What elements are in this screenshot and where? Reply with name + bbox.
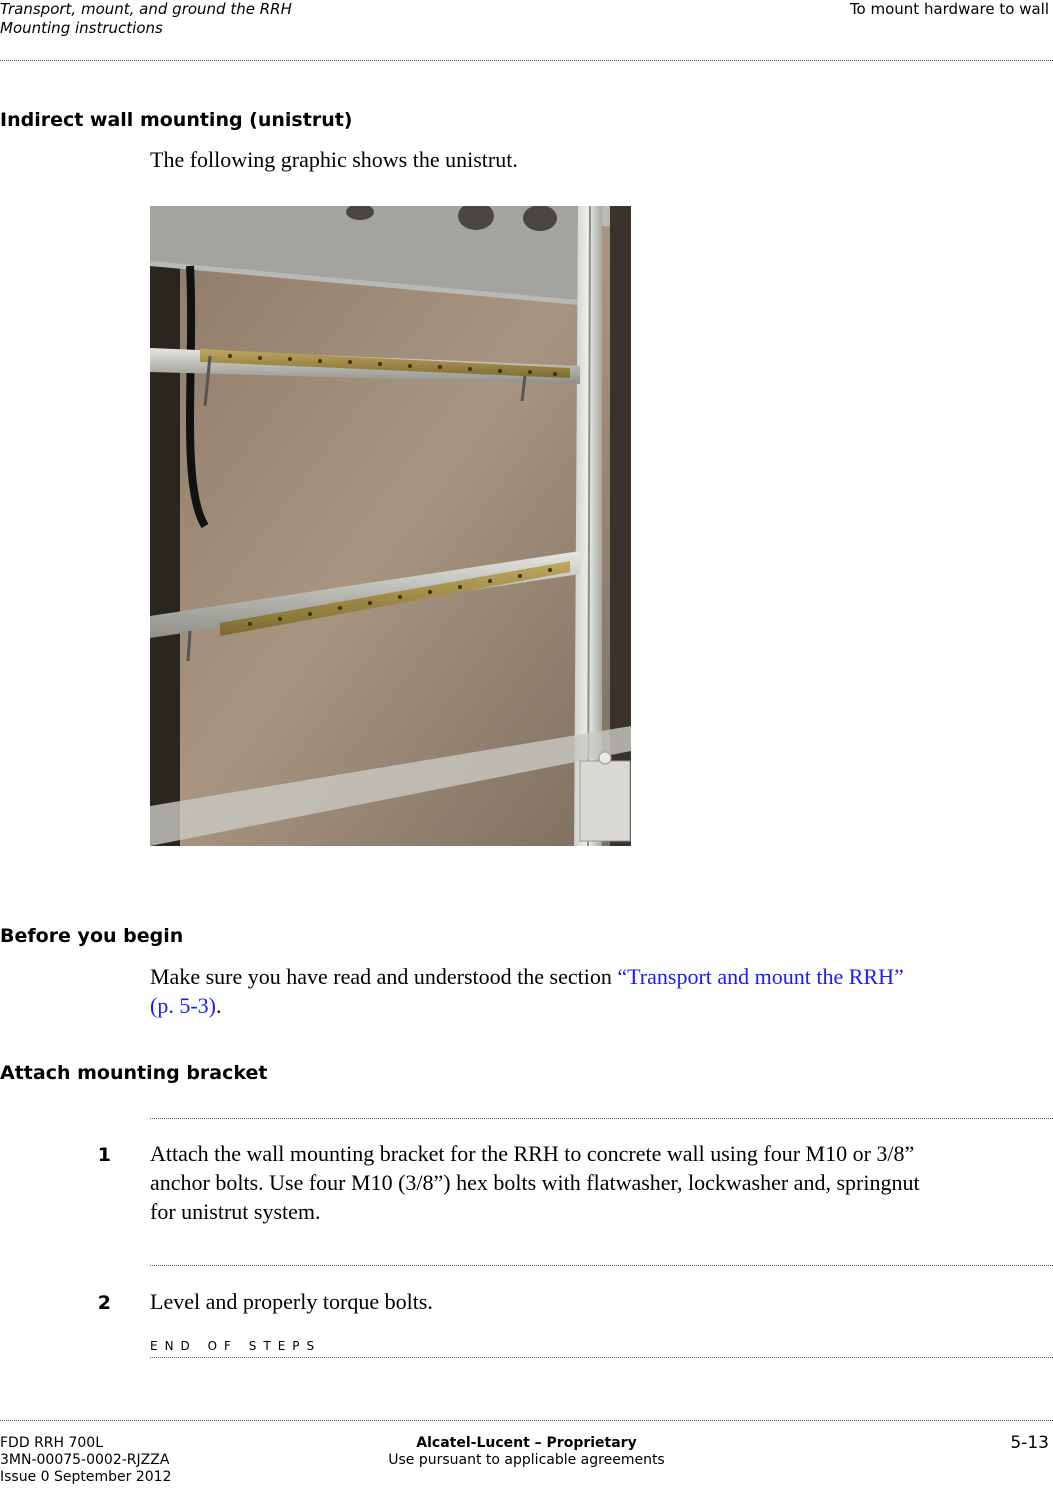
prerequisite-text: Make sure you have read and understood the section <box>150 964 618 989</box>
cross-reference-link-page[interactable]: (p. 5-3) <box>150 993 216 1018</box>
intro-paragraph: The following graphic shows the unistrut. <box>150 147 518 172</box>
header-chapter-title: Transport, mount, and ground the RRH <box>0 0 292 18</box>
step-text-line: anchor bolts. Use four M10 (3/8”) hex bolts with flatwasher, lockwasher and, springnut <box>150 1170 920 1195</box>
step-text: Level and properly torque bolts. <box>150 1289 433 1314</box>
section-heading-before-you-begin: Before you begin <box>0 925 184 947</box>
unistrut-photo <box>150 206 631 846</box>
footer-issue: Issue 0 September 2012 <box>0 1469 172 1485</box>
footer-proprietary-notice <box>0 1435 1053 1469</box>
running-header-left <box>0 0 292 38</box>
prerequisite-paragraph <box>150 962 1030 1020</box>
step-number: 2 <box>97 1292 111 1314</box>
end-of-steps-label: END OF STEPS <box>150 1339 322 1353</box>
section-heading-indirect-wall-mounting: Indirect wall mounting (unistrut) <box>0 109 353 131</box>
header-divider <box>0 60 1053 61</box>
footer-doc-number: 3MN-00075-0002-RJZZA <box>0 1452 170 1468</box>
header-topic-title: To mount hardware to wall <box>849 0 1049 18</box>
step-text-line: for unistrut system. <box>150 1199 321 1224</box>
step-text-line: Attach the wall mounting bracket for the RRH to concrete wall using four M10 or 3/8” <box>150 1141 915 1166</box>
prerequisite-period: . <box>215 993 222 1018</box>
step-divider <box>150 1265 1053 1266</box>
end-of-steps-divider <box>150 1357 1053 1358</box>
step-number: 1 <box>97 1144 111 1166</box>
cross-reference-link-title[interactable]: “Transport and mount the RRH” <box>617 964 904 989</box>
page-number: 5-13 <box>1010 1433 1049 1453</box>
footer-proprietary-title: Alcatel-Lucent – Proprietary <box>416 1435 637 1451</box>
footer-divider <box>0 1420 1053 1421</box>
footer-product: FDD RRH 700L <box>0 1435 104 1451</box>
step-divider <box>150 1118 1053 1119</box>
footer-proprietary-subtitle: Use pursuant to applicable agreements <box>388 1452 665 1468</box>
header-section-title: Mounting instructions <box>0 19 163 37</box>
step-text <box>150 1139 920 1226</box>
section-heading-attach-mounting-bracket: Attach mounting bracket <box>0 1062 268 1084</box>
